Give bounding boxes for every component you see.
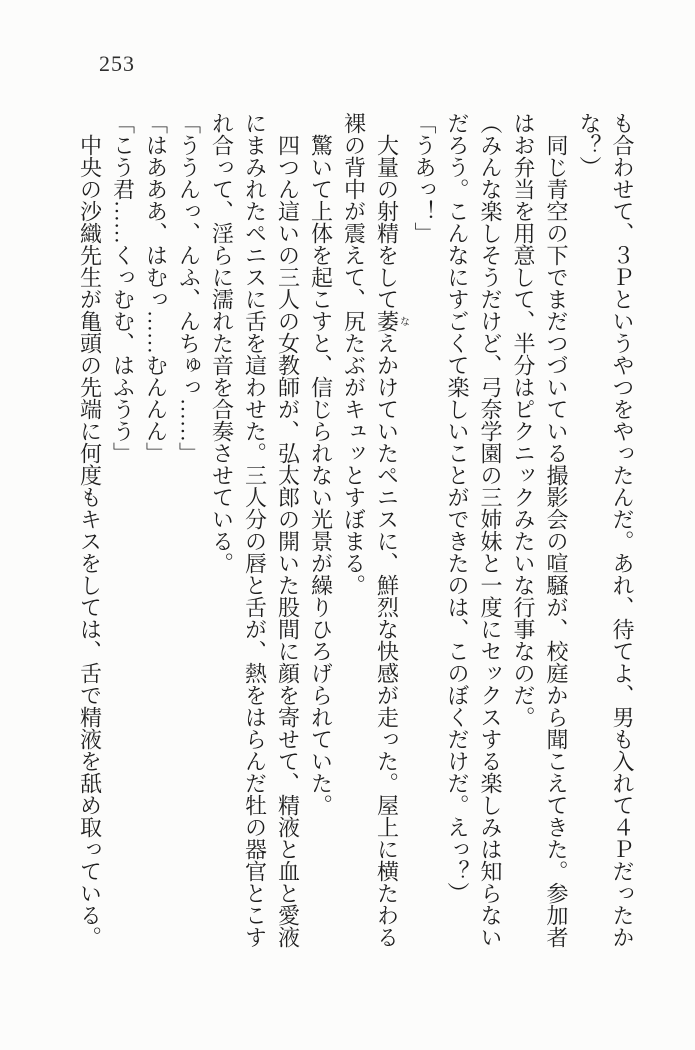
text-line: はお弁当を用意して、半分はピクニックみたいな行事なのだ。 <box>511 112 536 728</box>
text-line: 「はあああ、はむっ……むんんん」 <box>143 112 169 464</box>
text-line: 同じ青空の下でまだつづいている撮影会の喧騒が、校庭から聞こえてきた。参加者 <box>544 134 569 948</box>
text-line: 四つん這いの三人の女教師が、弘太郎の開いた股間に顔を寄せて、精液と血と愛液 <box>275 134 301 948</box>
text-line: （みんな楽しそうだけど、弓奈学園の三姉妹と一度にセックスする楽しみは知らない <box>478 112 503 948</box>
text-line: 裸の背中が震えて、尻たぶがキュッとすぼまる。 <box>341 112 367 596</box>
text-line: 「うあっ！」 <box>412 112 437 244</box>
text-line: だろう。こんなにすごくて楽しいことができたのは、このぼくだけだ。えっ？） <box>445 112 470 904</box>
text-block <box>74 112 640 950</box>
text-line: にまみれたペニスに舌を這わせた。三人分の唇と舌が、熱をはらんだ牡の器官とこす <box>242 112 268 948</box>
text-line: な？） <box>577 112 602 178</box>
furigana-ruby: 萎な <box>374 310 409 332</box>
text-line: 大量の射精をして萎なえかけていたペニスに、鮮烈な快感が走った。屋上に横たわる <box>374 134 409 948</box>
text-line: 「ううんっ、んふ、んちゅっ……」 <box>176 112 202 464</box>
text-line: 驚いて上体を起こすと、信じられない光景が繰りひろげられていた。 <box>308 134 334 816</box>
text-line: も合わせて、３Ｐというやつをやったんだ。あれ、待てよ、男も入れて４Ｐだったか <box>610 112 635 948</box>
text-line: 「こう君……くっむむ、はふうう」 <box>110 112 136 464</box>
page-number: 253 <box>99 51 135 76</box>
text-line: 中央の沙織先生が亀頭の先端に何度もキスをしては、舌で精液を舐め取っている。 <box>77 134 103 948</box>
text-line: れ合って、淫らに濡れた音を合奏させている。 <box>209 112 235 574</box>
